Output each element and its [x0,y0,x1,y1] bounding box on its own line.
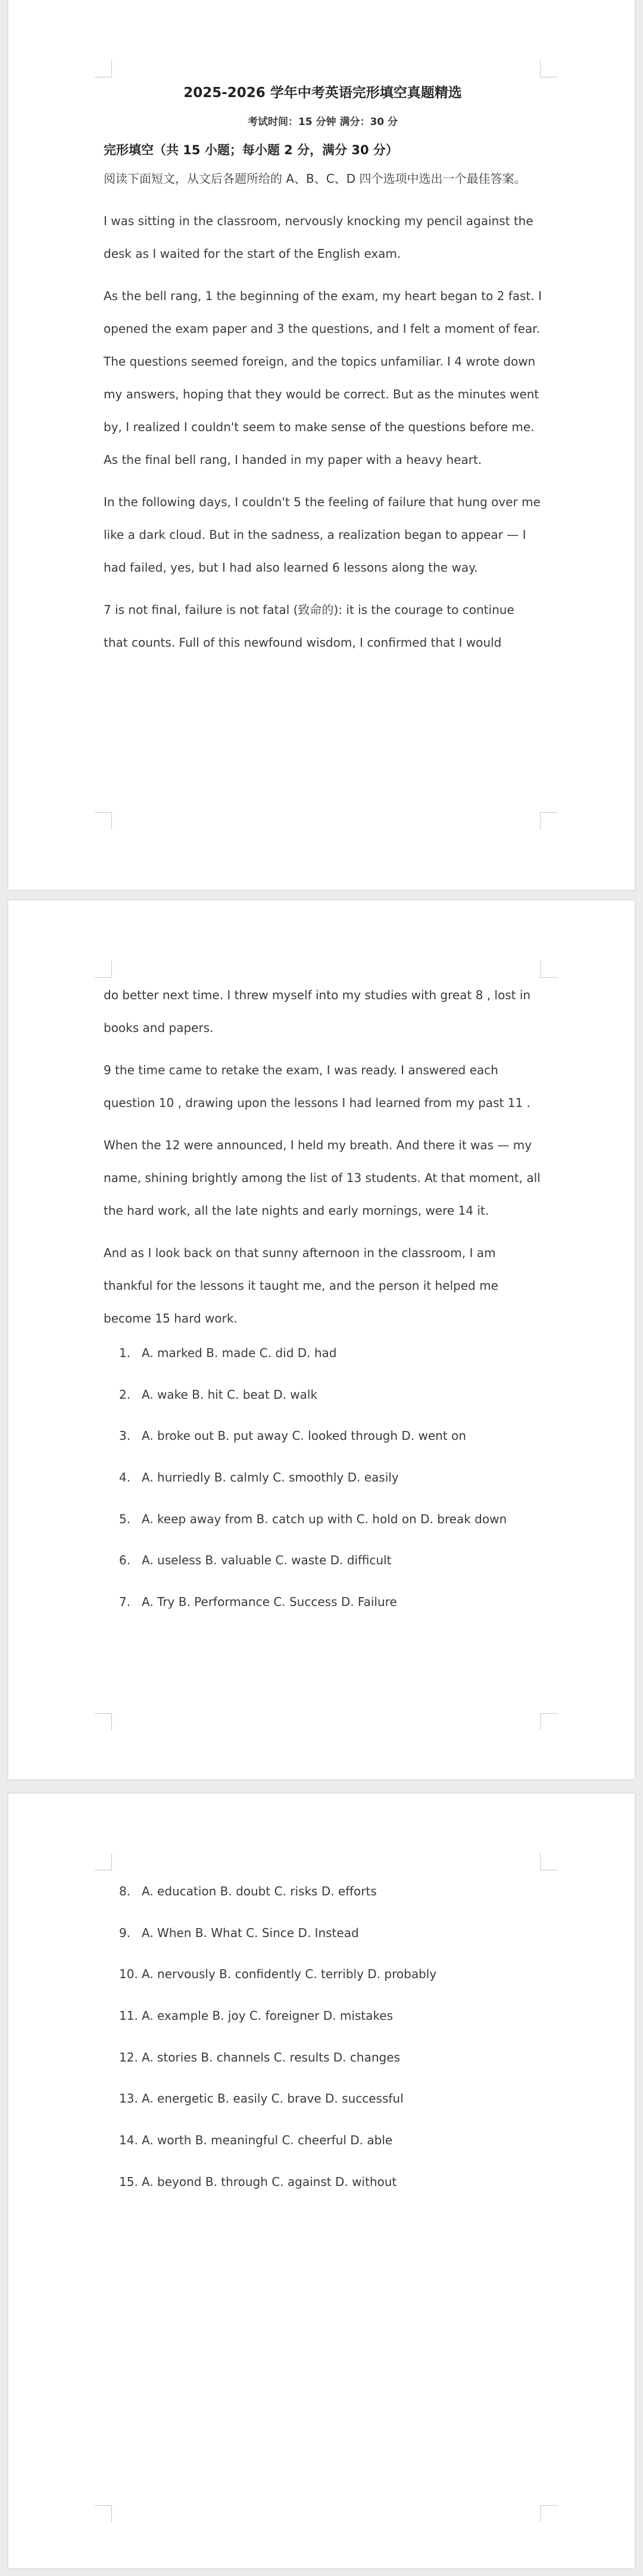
question-number: 3. [119,1429,131,1443]
passage-paragraph: 7 is not final, failure is not fatal (致命的): it is the courage to continue that counts. Full of this newfound wisdom, I confirmed that I would [104,603,514,650]
option-text: A. stories B. channels C. results D. changes [142,2050,400,2064]
option-text: A. worth B. meaningful C. cheerful D. able [142,2133,393,2148]
passage-paragraph: When the 12 were announced, I held my breath. And there it was — my name, shining brightly among the list of 13 students. At that moment, all the hard work, all the late nights and early mornings, were 14 it. [104,1138,541,1218]
question-number: 4. [119,1470,131,1485]
question-option [104,1469,542,1486]
crop-mark [95,60,112,77]
option-text: A. education B. doubt C. risks D. efforts [142,1884,377,1898]
question-option [104,1883,542,1900]
question-option [104,2173,542,2190]
passage-paragraph: And as I look back on that sunny afternoon in the classroom, I am thankful for the lessons it taught me, and the person it helped me become 15 hard work. [104,1246,498,1326]
document-title: 2025-2026 学年中考英语完形填空真题精选 [183,85,462,101]
passage-paragraph: 9 the time came to retake the exam, I was ready. I answered each question 10 , drawing upon the lessons I had learned from my past 11 . [104,1063,530,1110]
question-number: 13. [119,2091,138,2106]
question-option [104,1552,542,1568]
question-option [104,2049,542,2066]
crop-mark [95,1853,112,1870]
page-2-content [104,979,542,1635]
options-list [104,1345,542,1610]
question-number: 2. [119,1387,131,1402]
question-number: 7. [119,1595,131,1610]
crop-mark [95,2505,112,2522]
question-option [104,1345,542,1361]
instruction-paragraph: 阅读下面短文，从文后各题所给的 A、B、C、D 四个选项中选出一个最佳答案。 [104,171,526,186]
question-number: 9. [119,1925,131,1940]
passage-paragraph: In the following days, I couldn't 5 the feeling of failure that hung over me like a dark cloud. But in the sadness, a realization began to appear — I had failed, yes, but I had also learned 6 lessons along the way. [104,495,541,575]
option-text: A. beyond B. through C. against D. without [142,2174,397,2189]
document-page-3 [8,1794,635,2568]
crop-mark [95,1713,112,1730]
question-option [104,1593,542,1610]
crop-mark [95,812,112,829]
crop-mark [95,960,112,978]
question-option [104,2007,542,2024]
question-number: 15. [119,2174,138,2189]
question-option [104,1386,542,1403]
crop-mark [540,60,557,77]
document-page-2 [8,900,635,1779]
crop-mark [540,1853,557,1870]
crop-mark [540,960,557,978]
question-number: 1. [119,1346,131,1360]
option-text: A. wake B. hit C. beat D. walk [142,1387,318,1402]
question-number: 8. [119,1884,131,1898]
document-page-1 [8,0,635,890]
question-number: 11. [119,2009,138,2023]
question-option [104,2090,542,2107]
passage-paragraph: As the bell rang, 1 the beginning of the exam, my heart began to 2 fast. I opened the exam paper and 3 the questions, and I felt a moment of fear. The questions seemed foreign, and the topics unfamiliar. I 4 wrote down my answers, hoping that they would be correct. But as the minutes went by, I realized I couldn't seem to make sense of the questions before me. As the final bell rang, I handed in my paper with a heavy heart. [104,289,542,467]
crop-mark [540,2505,557,2522]
question-option [104,2132,542,2148]
passage-paragraph: do better next time. I threw myself into my studies with great 8 , lost in books and papers. [104,988,531,1035]
options-list [104,1883,542,2190]
option-text: A. nervously B. confidently C. terribly D. probably [142,1967,437,1982]
option-text: A. useless B. valuable C. waste D. difficult [142,1553,392,1568]
exam-info: 考试时间：15 分钟 满分：30 分 [247,116,398,128]
question-number: 12. [119,2050,138,2064]
question-number: 10. [119,1967,138,1982]
option-text: A. marked B. made C. did D. had [142,1346,337,1360]
option-text: A. broke out B. put away C. looked through D. went on [142,1429,466,1443]
question-option [104,1511,542,1527]
question-number: 6. [119,1553,131,1568]
crop-mark [540,1713,557,1730]
question-number: 14. [119,2133,138,2148]
passage-paragraph: I was sitting in the classroom, nervously knocking my pencil against the desk as I waited for the start of the English exam. [104,214,533,261]
option-text: A. When B. What C. Since D. Instead [142,1925,359,1940]
crop-mark [540,812,557,829]
option-text: A. hurriedly B. calmly C. smoothly D. easily [142,1470,399,1485]
question-number: 5. [119,1511,131,1526]
question-option [104,1925,542,1941]
section-heading: 完形填空（共 15 小题；每小题 2 分，满分 30 分） [104,142,398,157]
option-text: A. keep away from B. catch up with C. hold on D. break down [142,1511,507,1526]
option-text: A. Try B. Performance C. Success D. Failure [142,1595,397,1610]
page-1-content [104,85,542,669]
question-option [104,1966,542,1982]
question-option [104,1427,542,1444]
page-3-content [104,1883,542,2215]
option-text: A. energetic B. easily C. brave D. successful [142,2091,404,2106]
option-text: A. example B. joy C. foreigner D. mistakes [142,2009,394,2023]
